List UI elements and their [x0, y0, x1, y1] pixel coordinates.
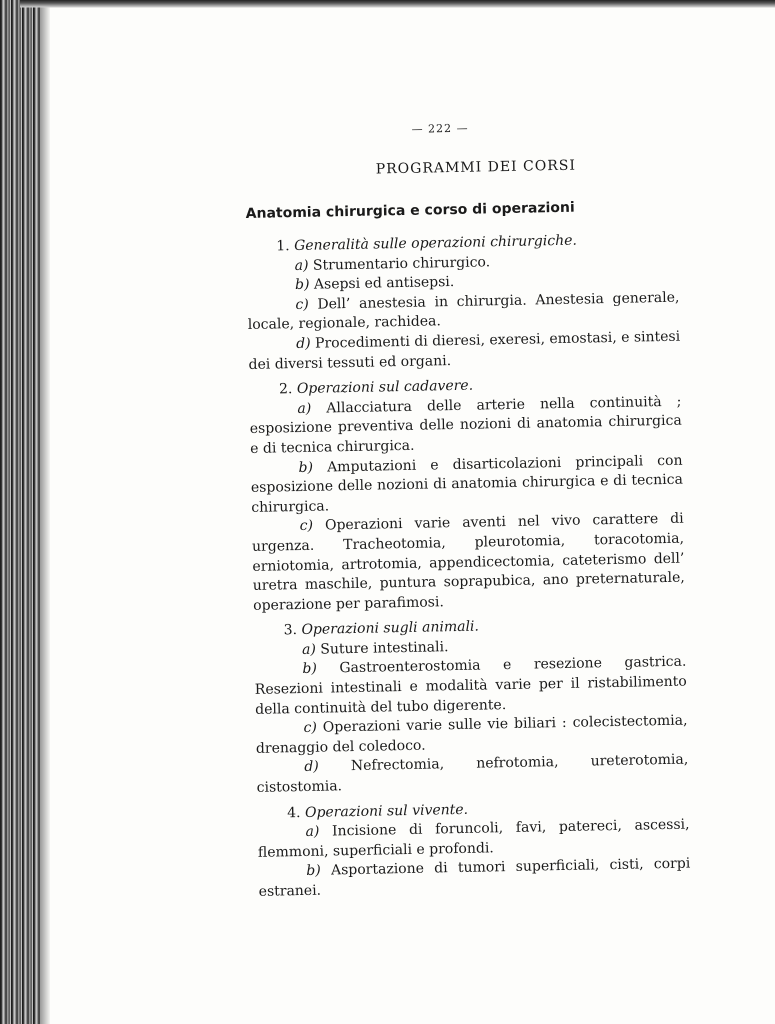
item-letter: d) [296, 335, 311, 353]
page-text-block [244, 118, 691, 903]
item-letter: b) [302, 661, 318, 678]
topic-number: 4. [287, 804, 301, 821]
item-text: Amputazioni e disarticolazioni principali con esposizione delle nozioni di anatomia chirurgica e di tecnica chirurgica. [250, 452, 684, 516]
topic-number: 1. [276, 238, 290, 255]
topic-number: 3. [283, 622, 298, 639]
section-title: PROGRAMMI DEI CORSI [375, 157, 577, 178]
topic-title: Operazioni sul vivente. [304, 801, 469, 821]
item-text: Allacciatura delle arterie nella continuità ; esposizione preventiva delle nozioni di anatomia chirurgica e di tecnica chirurgica. [249, 393, 682, 457]
item-text: Asepsi ed antisepsi. [313, 274, 455, 293]
topic-title: Generalità sulle operazioni chirurgiche. [293, 232, 578, 255]
item-text: Procedimenti di dieresi, exeresi, emostasi, e sintesi dei diversi tessuti ed organi. [248, 328, 681, 373]
topic-4-item-b [258, 855, 691, 902]
item-text: Asportazione di tumori superficiali, cisti, corpi estranei. [258, 855, 691, 900]
item-letter: b) [294, 276, 310, 294]
item-text: Suture intestinali. [320, 639, 449, 658]
course-heading: Anatomia chirurgica e corso di operazioni [245, 199, 575, 222]
topic-2-item-c [252, 510, 686, 616]
topic-3-item-d [256, 751, 689, 798]
book-binding-edge [0, 0, 40, 1024]
item-letter: b) [306, 863, 321, 880]
item-letter: b) [298, 459, 314, 476]
topic-title: Operazioni sugli animali. [301, 618, 480, 639]
item-text: Incisione di foruncoli, favi, patereci, ascessi, flemmoni, superficiali e profondi. [257, 816, 690, 861]
item-letter: a) [297, 400, 312, 417]
item-text: Operazioni varie aventi nel vivo carattere di urgenza. Tracheotomia, pleurotomia, toracotomia, erniotomia, artrotomia, appendicectomia, cateterismo dell’ uretra maschile, puntura soprapubica, ano preternaturale, operazione per parafimosi. [251, 510, 685, 614]
topic-number: 2. [278, 381, 293, 398]
item-letter: c) [299, 518, 314, 535]
item-letter: a) [305, 823, 320, 841]
item-letter: c) [295, 296, 309, 313]
topic-2-item-b [250, 451, 683, 518]
item-text: Strumentario chirurgico. [312, 253, 491, 274]
topic-title: Operazioni sul cadavere. [296, 377, 474, 398]
item-text: Nefrectomia, nefrotomia, ureterotomia, cistostomia. [256, 752, 689, 796]
page-top-edge [20, 0, 775, 8]
page-number: — 222 — [411, 121, 469, 136]
item-letter: c) [303, 719, 318, 737]
item-text: Dell’ anestesia in chirurgia. Anestesia generale, locale, regionale, rachidea. [247, 289, 680, 334]
topic-3-item-b [254, 653, 687, 720]
item-letter: a) [294, 257, 309, 274]
item-text: Gastroenterostomia e resezione gastrica. Resezioni intestinali e modalità varie per il ristabilimento della continuità del tubo digerente. [254, 654, 687, 718]
topic-2-item-a [249, 392, 682, 459]
item-letter: a) [301, 641, 317, 658]
item-text: Operazioni varie sulle vie biliari : colecistectomia, drenaggio del coledoco. [255, 712, 688, 757]
topic-1-item-d [248, 328, 681, 375]
item-letter: d) [304, 759, 319, 776]
binding-shadow [40, 0, 50, 1024]
